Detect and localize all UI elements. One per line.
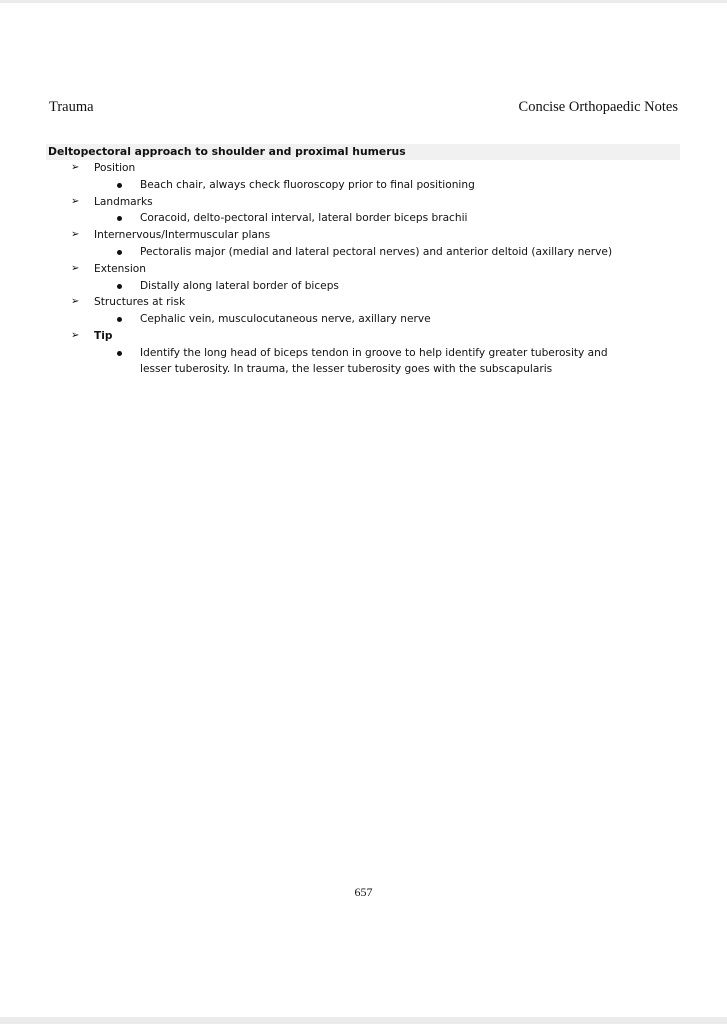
list-subitem — [0, 311, 727, 328]
list-subitem — [0, 278, 727, 295]
list-item-landmarks — [0, 194, 727, 211]
item-label: Position — [94, 162, 136, 174]
subitem-text: Beach chair, always check fluoroscopy prior to final positioning — [140, 178, 475, 191]
list-item-internervous-plans — [0, 227, 727, 244]
round-bullet-icon — [117, 317, 122, 322]
item-label: Internervous/Intermuscular plans — [94, 229, 271, 242]
running-header-chapter: Trauma — [49, 99, 94, 115]
running-header-book-title: Concise Orthopaedic Notes — [518, 99, 678, 115]
subitem-text: Cephalic vein, musculocutaneous nerve, axillary nerve — [140, 313, 431, 326]
subitem-text: Distally along lateral border of biceps — [140, 279, 339, 292]
arrowhead-bullet-icon: ➢ — [71, 195, 80, 207]
list-item-structures-at-risk — [0, 294, 727, 311]
arrowhead-bullet-icon: ➢ — [71, 229, 80, 241]
list-item-position — [0, 160, 727, 177]
round-bullet-icon — [117, 284, 122, 289]
round-bullet-icon — [117, 216, 122, 221]
subitem-text: Identify the long head of biceps tendon in groove to help identify greater tuberosity and lesser tuberosity. In trauma, the lesser tuberosity goes with the subscapularis — [140, 346, 608, 376]
list-item-extension — [0, 261, 727, 278]
list-subitem — [0, 177, 727, 194]
approach-list — [0, 160, 727, 379]
item-label: Landmarks — [94, 195, 153, 208]
round-bullet-icon — [117, 183, 122, 188]
subitem-text: Pectoralis major (medial and lateral pectoral nerves) and anterior deltoid (axillary nerve) — [140, 245, 613, 258]
arrowhead-bullet-icon: ➢ — [71, 329, 80, 341]
arrowhead-bullet-icon: ➢ — [71, 162, 80, 173]
section-heading: Deltopectoral approach to shoulder and proximal humerus — [46, 144, 680, 160]
item-label: Structures at risk — [94, 296, 186, 309]
list-subitem — [0, 244, 727, 261]
page-number: 657 — [354, 885, 373, 899]
subitem-text: Coracoid, delto-pectoral interval, lateral border biceps brachii — [140, 212, 468, 225]
arrowhead-bullet-icon: ➢ — [71, 262, 80, 274]
item-label: Tip — [94, 329, 113, 342]
list-subitem — [0, 210, 727, 227]
arrowhead-bullet-icon: ➢ — [71, 296, 80, 308]
item-label: Extension — [94, 262, 147, 275]
document-page — [0, 3, 727, 1017]
list-subitem — [0, 345, 727, 379]
list-item-tip — [0, 328, 727, 345]
round-bullet-icon — [117, 351, 122, 356]
round-bullet-icon — [117, 250, 122, 255]
